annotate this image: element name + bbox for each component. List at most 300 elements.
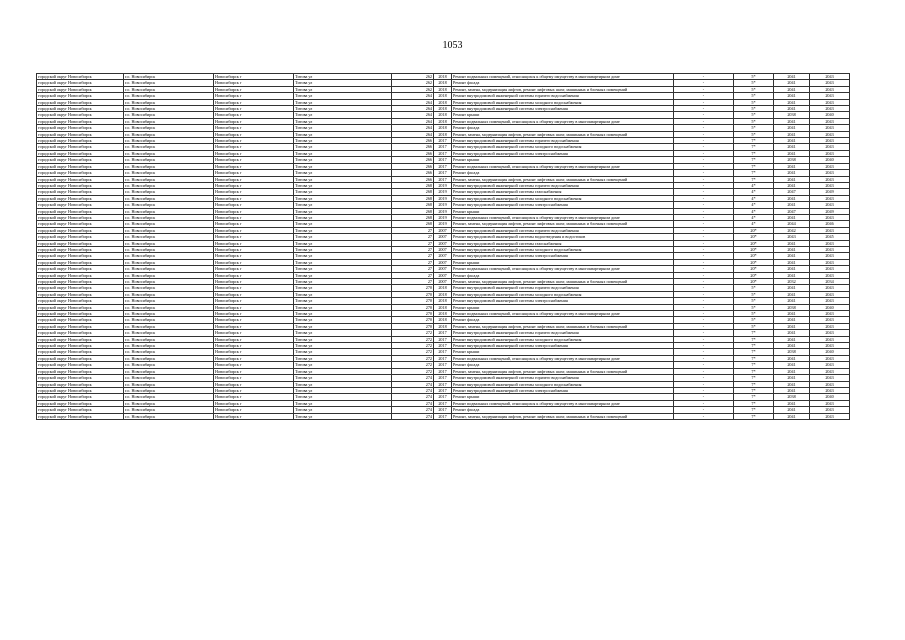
- street-cell: Титова ул: [294, 330, 392, 336]
- street-cell: Титова ул: [294, 259, 392, 265]
- end-year-cell: 2043: [810, 311, 850, 317]
- municipality-cell: г.о. Новосибирск: [124, 74, 214, 80]
- work-type-cell: Ремонт фасада: [452, 170, 674, 176]
- end-year-cell: 2043: [810, 375, 850, 381]
- start-year-cell: 2041: [774, 355, 810, 361]
- work-type-cell: Ремонт внутридомовой инженерной системы холодного водоснабжения: [452, 99, 674, 105]
- street-cell: Титова ул: [294, 202, 392, 208]
- wear-cell: 20*: [734, 266, 774, 272]
- work-type-cell: Ремонт фасада: [452, 407, 674, 413]
- settlement-cell: Новосибирск г: [214, 272, 294, 278]
- work-type-cell: Ремонт внутридомовой инженерной системы электроснабжения: [452, 298, 674, 304]
- municipality-cell: г.о. Новосибирск: [124, 304, 214, 310]
- end-year-cell: 2043: [810, 80, 850, 86]
- municipality-cell: г.о. Новосибирск: [124, 407, 214, 413]
- year-cell: 2018: [434, 317, 452, 323]
- start-year-cell: 2042: [774, 227, 810, 233]
- value-cell: -: [674, 381, 734, 387]
- year-cell: 2018: [434, 93, 452, 99]
- district-cell: городской округ Новосибирск: [37, 106, 124, 112]
- street-cell: Титова ул: [294, 362, 392, 368]
- year-cell: 2019: [434, 221, 452, 227]
- municipality-cell: г.о. Новосибирск: [124, 195, 214, 201]
- start-year-cell: 2041: [774, 362, 810, 368]
- start-year-cell: 2041: [774, 298, 810, 304]
- municipality-cell: г.о. Новосибирск: [124, 163, 214, 169]
- district-cell: городской округ Новосибирск: [37, 279, 124, 285]
- wear-cell: 7*: [734, 343, 774, 349]
- wear-cell: 4*: [734, 195, 774, 201]
- work-type-cell: Ремонт подвальных помещений, относящихся к общему имуществу в многоквартирном доме: [452, 311, 674, 317]
- street-cell: Титова ул: [294, 118, 392, 124]
- municipality-cell: г.о. Новосибирск: [124, 118, 214, 124]
- municipality-cell: г.о. Новосибирск: [124, 343, 214, 349]
- municipality-cell: г.о. Новосибирск: [124, 330, 214, 336]
- house-cell: 262: [392, 80, 434, 86]
- district-cell: городской округ Новосибирск: [37, 246, 124, 252]
- start-year-cell: 2044: [774, 221, 810, 227]
- work-type-cell: Ремонт внутридомовой инженерной системы холодного водоснабжения: [452, 246, 674, 252]
- district-cell: городской округ Новосибирск: [37, 125, 124, 131]
- work-type-cell: Ремонт внутридомовой инженерной системы горячего водоснабжения: [452, 138, 674, 144]
- district-cell: городской округ Новосибирск: [37, 375, 124, 381]
- start-year-cell: 2041: [774, 330, 810, 336]
- end-year-cell: 2040: [810, 304, 850, 310]
- work-type-cell: Ремонт, замена, модернизация лифтов, ремонт лифтовых шахт, машинных и блочных помещений: [452, 368, 674, 374]
- settlement-cell: Новосибирск г: [214, 266, 294, 272]
- year-cell: 2018: [434, 99, 452, 105]
- value-cell: -: [674, 413, 734, 419]
- end-year-cell: 2043: [810, 240, 850, 246]
- street-cell: Титова ул: [294, 106, 392, 112]
- year-cell: 2018: [434, 311, 452, 317]
- house-cell: 274: [392, 407, 434, 413]
- start-year-cell: 2041: [774, 259, 810, 265]
- house-cell: 268: [392, 208, 434, 214]
- house-cell: 266: [392, 157, 434, 163]
- value-cell: -: [674, 80, 734, 86]
- district-cell: городской округ Новосибирск: [37, 227, 124, 233]
- house-cell: 266: [392, 176, 434, 182]
- wear-cell: 5*: [734, 298, 774, 304]
- value-cell: -: [674, 227, 734, 233]
- street-cell: Титова ул: [294, 407, 392, 413]
- street-cell: Титова ул: [294, 246, 392, 252]
- value-cell: -: [674, 304, 734, 310]
- wear-cell: 4*: [734, 214, 774, 220]
- end-year-cell: 2043: [810, 176, 850, 182]
- district-cell: городской округ Новосибирск: [37, 131, 124, 137]
- district-cell: городской округ Новосибирск: [37, 394, 124, 400]
- municipality-cell: г.о. Новосибирск: [124, 362, 214, 368]
- end-year-cell: 2043: [810, 343, 850, 349]
- year-cell: 2017: [434, 394, 452, 400]
- value-cell: -: [674, 272, 734, 278]
- value-cell: -: [674, 138, 734, 144]
- municipality-cell: г.о. Новосибирск: [124, 106, 214, 112]
- end-year-cell: 2043: [810, 170, 850, 176]
- municipality-cell: г.о. Новосибирск: [124, 381, 214, 387]
- end-year-cell: 2043: [810, 144, 850, 150]
- work-type-cell: Ремонт крыши: [452, 112, 674, 118]
- end-year-cell: 2043: [810, 195, 850, 201]
- municipality-cell: г.о. Новосибирск: [124, 323, 214, 329]
- work-type-cell: Ремонт крыши: [452, 208, 674, 214]
- end-year-cell: 2043: [810, 330, 850, 336]
- settlement-cell: Новосибирск г: [214, 86, 294, 92]
- year-cell: 2017: [434, 413, 452, 419]
- year-cell: 2017: [434, 343, 452, 349]
- settlement-cell: Новосибирск г: [214, 349, 294, 355]
- district-cell: городской округ Новосибирск: [37, 157, 124, 163]
- street-cell: Титова ул: [294, 234, 392, 240]
- end-year-cell: 2049: [810, 189, 850, 195]
- house-cell: 270: [392, 291, 434, 297]
- house-cell: 268: [392, 214, 434, 220]
- wear-cell: 4*: [734, 202, 774, 208]
- work-type-cell: Ремонт внутридомовой инженерной системы горячего водоснабжения: [452, 285, 674, 291]
- work-type-cell: Ремонт внутридомовой инженерной системы электроснабжения: [452, 253, 674, 259]
- street-cell: Титова ул: [294, 189, 392, 195]
- municipality-cell: г.о. Новосибирск: [124, 208, 214, 214]
- street-cell: Титова ул: [294, 227, 392, 233]
- wear-cell: 5*: [734, 93, 774, 99]
- work-type-cell: Ремонт внутридомовой инженерной системы электроснабжения: [452, 202, 674, 208]
- work-type-cell: Ремонт фасада: [452, 80, 674, 86]
- work-type-cell: Ремонт подвальных помещений, относящихся к общему имуществу в многоквартирном доме: [452, 74, 674, 80]
- house-cell: 268: [392, 182, 434, 188]
- district-cell: городской округ Новосибирск: [37, 189, 124, 195]
- work-type-cell: Ремонт внутридомовой инженерной системы холодного водоснабжения: [452, 144, 674, 150]
- year-cell: 2017: [434, 163, 452, 169]
- value-cell: -: [674, 317, 734, 323]
- end-year-cell: 2043: [810, 259, 850, 265]
- district-cell: городской округ Новосибирск: [37, 99, 124, 105]
- value-cell: -: [674, 74, 734, 80]
- settlement-cell: Новосибирск г: [214, 170, 294, 176]
- value-cell: -: [674, 221, 734, 227]
- settlement-cell: Новосибирск г: [214, 131, 294, 137]
- street-cell: Титова ул: [294, 298, 392, 304]
- year-cell: 2018: [434, 298, 452, 304]
- work-type-cell: Ремонт крыши: [452, 349, 674, 355]
- municipality-cell: г.о. Новосибирск: [124, 266, 214, 272]
- start-year-cell: 2041: [774, 131, 810, 137]
- end-year-cell: 2043: [810, 285, 850, 291]
- wear-cell: 7*: [734, 400, 774, 406]
- wear-cell: 7*: [734, 138, 774, 144]
- district-cell: городской округ Новосибирск: [37, 144, 124, 150]
- year-cell: 2007: [434, 246, 452, 252]
- value-cell: -: [674, 387, 734, 393]
- end-year-cell: 2043: [810, 214, 850, 220]
- settlement-cell: Новосибирск г: [214, 234, 294, 240]
- district-cell: городской округ Новосибирск: [37, 74, 124, 80]
- settlement-cell: Новосибирск г: [214, 323, 294, 329]
- district-cell: городской округ Новосибирск: [37, 285, 124, 291]
- house-cell: 27: [392, 259, 434, 265]
- start-year-cell: 2041: [774, 93, 810, 99]
- house-cell: 266: [392, 163, 434, 169]
- house-cell: 268: [392, 195, 434, 201]
- work-type-cell: Ремонт внутридомовой инженерной системы холодного водоснабжения: [452, 195, 674, 201]
- settlement-cell: Новосибирск г: [214, 176, 294, 182]
- start-year-cell: 2041: [774, 163, 810, 169]
- end-year-cell: 2043: [810, 253, 850, 259]
- settlement-cell: Новосибирск г: [214, 202, 294, 208]
- start-year-cell: 2041: [774, 170, 810, 176]
- settlement-cell: Новосибирск г: [214, 214, 294, 220]
- wear-cell: 5*: [734, 131, 774, 137]
- year-cell: 2019: [434, 214, 452, 220]
- settlement-cell: Новосибирск г: [214, 106, 294, 112]
- work-type-cell: Ремонт внутридомовой инженерной системы холодного водоснабжения: [452, 291, 674, 297]
- year-cell: 2019: [434, 202, 452, 208]
- work-type-cell: Ремонт крыши: [452, 259, 674, 265]
- end-year-cell: 2043: [810, 138, 850, 144]
- start-year-cell: 2041: [774, 407, 810, 413]
- house-cell: 266: [392, 144, 434, 150]
- work-type-cell: Ремонт крыши: [452, 157, 674, 163]
- work-type-cell: Ремонт подвальных помещений, относящихся к общему имуществу в многоквартирном доме: [452, 118, 674, 124]
- house-cell: 268: [392, 221, 434, 227]
- house-cell: 27: [392, 246, 434, 252]
- work-type-cell: Ремонт крыши: [452, 304, 674, 310]
- settlement-cell: Новосибирск г: [214, 163, 294, 169]
- house-cell: 272: [392, 343, 434, 349]
- value-cell: -: [674, 330, 734, 336]
- settlement-cell: Новосибирск г: [214, 387, 294, 393]
- street-cell: Титова ул: [294, 368, 392, 374]
- end-year-cell: 2043: [810, 227, 850, 233]
- start-year-cell: 2038: [774, 394, 810, 400]
- start-year-cell: 2038: [774, 304, 810, 310]
- year-cell: 2007: [434, 272, 452, 278]
- district-cell: городской округ Новосибирск: [37, 253, 124, 259]
- district-cell: городской округ Новосибирск: [37, 138, 124, 144]
- start-year-cell: 2041: [774, 80, 810, 86]
- work-type-cell: Ремонт внутридомовой инженерной системы горячего водоснабжения: [452, 227, 674, 233]
- value-cell: -: [674, 144, 734, 150]
- year-cell: 2017: [434, 176, 452, 182]
- municipality-cell: г.о. Новосибирск: [124, 394, 214, 400]
- value-cell: -: [674, 279, 734, 285]
- end-year-cell: 2043: [810, 106, 850, 112]
- settlement-cell: Новосибирск г: [214, 311, 294, 317]
- year-cell: 2017: [434, 387, 452, 393]
- value-cell: -: [674, 93, 734, 99]
- wear-cell: 5*: [734, 74, 774, 80]
- work-type-cell: Ремонт, замена, модернизация лифтов, ремонт лифтовых шахт, машинных и блочных помещений: [452, 176, 674, 182]
- end-year-cell: 2040: [810, 394, 850, 400]
- house-cell: 264: [392, 125, 434, 131]
- value-cell: -: [674, 311, 734, 317]
- wear-cell: 4*: [734, 208, 774, 214]
- wear-cell: 7*: [734, 375, 774, 381]
- year-cell: 2007: [434, 240, 452, 246]
- value-cell: -: [674, 208, 734, 214]
- value-cell: -: [674, 234, 734, 240]
- value-cell: -: [674, 86, 734, 92]
- municipality-cell: г.о. Новосибирск: [124, 112, 214, 118]
- street-cell: Титова ул: [294, 150, 392, 156]
- street-cell: Титова ул: [294, 93, 392, 99]
- value-cell: -: [674, 163, 734, 169]
- end-year-cell: 2043: [810, 125, 850, 131]
- district-cell: городской округ Новосибирск: [37, 240, 124, 246]
- work-type-cell: Ремонт внутридомовой инженерной системы горячего водоснабжения: [452, 182, 674, 188]
- municipality-cell: г.о. Новосибирск: [124, 234, 214, 240]
- wear-cell: 20*: [734, 240, 774, 246]
- street-cell: Титова ул: [294, 336, 392, 342]
- value-cell: -: [674, 368, 734, 374]
- settlement-cell: Новосибирск г: [214, 381, 294, 387]
- street-cell: Титова ул: [294, 253, 392, 259]
- end-year-cell: 2043: [810, 355, 850, 361]
- wear-cell: 20*: [734, 234, 774, 240]
- end-year-cell: 2043: [810, 93, 850, 99]
- value-cell: -: [674, 291, 734, 297]
- wear-cell: 7*: [734, 355, 774, 361]
- start-year-cell: 2041: [774, 400, 810, 406]
- year-cell: 2018: [434, 80, 452, 86]
- street-cell: Титова ул: [294, 323, 392, 329]
- district-cell: городской округ Новосибирск: [37, 343, 124, 349]
- street-cell: Титова ул: [294, 394, 392, 400]
- district-cell: городской округ Новосибирск: [37, 259, 124, 265]
- start-year-cell: 2041: [774, 291, 810, 297]
- start-year-cell: 2047: [774, 189, 810, 195]
- settlement-cell: Новосибирск г: [214, 208, 294, 214]
- district-cell: городской округ Новосибирск: [37, 208, 124, 214]
- house-cell: 266: [392, 150, 434, 156]
- district-cell: городской округ Новосибирск: [37, 112, 124, 118]
- wear-cell: 5*: [734, 285, 774, 291]
- start-year-cell: 2041: [774, 387, 810, 393]
- year-cell: 2007: [434, 279, 452, 285]
- year-cell: 2017: [434, 330, 452, 336]
- district-cell: городской округ Новосибирск: [37, 330, 124, 336]
- municipality-cell: г.о. Новосибирск: [124, 214, 214, 220]
- house-cell: 262: [392, 86, 434, 92]
- end-year-cell: 2043: [810, 387, 850, 393]
- street-cell: Титова ул: [294, 387, 392, 393]
- work-type-cell: Ремонт внутридомовой инженерной системы водоотведения и водостоков: [452, 234, 674, 240]
- work-type-cell: Ремонт внутридомовой инженерной системы газоснабжения: [452, 189, 674, 195]
- settlement-cell: Новосибирск г: [214, 355, 294, 361]
- street-cell: Титова ул: [294, 157, 392, 163]
- street-cell: Титова ул: [294, 349, 392, 355]
- value-cell: -: [674, 176, 734, 182]
- wear-cell: 7*: [734, 336, 774, 342]
- year-cell: 2018: [434, 112, 452, 118]
- street-cell: Титова ул: [294, 221, 392, 227]
- municipality-cell: г.о. Новосибирск: [124, 99, 214, 105]
- district-cell: городской округ Новосибирск: [37, 195, 124, 201]
- start-year-cell: 2041: [774, 106, 810, 112]
- year-cell: 2018: [434, 74, 452, 80]
- year-cell: 2017: [434, 144, 452, 150]
- district-cell: городской округ Новосибирск: [37, 150, 124, 156]
- wear-cell: 7*: [734, 387, 774, 393]
- value-cell: -: [674, 150, 734, 156]
- settlement-cell: Новосибирск г: [214, 157, 294, 163]
- settlement-cell: Новосибирск г: [214, 336, 294, 342]
- value-cell: -: [674, 195, 734, 201]
- house-cell: 268: [392, 202, 434, 208]
- end-year-cell: 2043: [810, 407, 850, 413]
- settlement-cell: Новосибирск г: [214, 407, 294, 413]
- house-cell: 272: [392, 362, 434, 368]
- wear-cell: 7*: [734, 381, 774, 387]
- start-year-cell: 2041: [774, 125, 810, 131]
- wear-cell: 5*: [734, 323, 774, 329]
- municipality-cell: г.о. Новосибирск: [124, 138, 214, 144]
- end-year-cell: 2043: [810, 291, 850, 297]
- work-type-cell: Ремонт фасада: [452, 125, 674, 131]
- start-year-cell: 2032: [774, 279, 810, 285]
- work-type-cell: Ремонт фасада: [452, 272, 674, 278]
- street-cell: Титова ул: [294, 170, 392, 176]
- settlement-cell: Новосибирск г: [214, 298, 294, 304]
- start-year-cell: 2041: [774, 150, 810, 156]
- year-cell: 2019: [434, 208, 452, 214]
- district-cell: городской округ Новосибирск: [37, 214, 124, 220]
- start-year-cell: 2041: [774, 311, 810, 317]
- value-cell: -: [674, 182, 734, 188]
- house-cell: 274: [392, 387, 434, 393]
- settlement-cell: Новосибирск г: [214, 279, 294, 285]
- table-row: [37, 413, 850, 419]
- end-year-cell: 2043: [810, 182, 850, 188]
- district-cell: городской округ Новосибирск: [37, 163, 124, 169]
- street-cell: Титова ул: [294, 413, 392, 419]
- work-type-cell: Ремонт внутридомовой инженерной системы горячего водоснабжения: [452, 375, 674, 381]
- municipality-cell: г.о. Новосибирск: [124, 144, 214, 150]
- settlement-cell: Новосибирск г: [214, 375, 294, 381]
- settlement-cell: Новосибирск г: [214, 112, 294, 118]
- house-cell: 270: [392, 323, 434, 329]
- wear-cell: 7*: [734, 407, 774, 413]
- settlement-cell: Новосибирск г: [214, 189, 294, 195]
- value-cell: -: [674, 343, 734, 349]
- municipality-cell: г.о. Новосибирск: [124, 298, 214, 304]
- value-cell: -: [674, 189, 734, 195]
- value-cell: -: [674, 112, 734, 118]
- start-year-cell: 2038: [774, 112, 810, 118]
- end-year-cell: 2040: [810, 112, 850, 118]
- value-cell: -: [674, 336, 734, 342]
- street-cell: Титова ул: [294, 80, 392, 86]
- house-cell: 268: [392, 189, 434, 195]
- house-cell: 27: [392, 272, 434, 278]
- year-cell: 2018: [434, 285, 452, 291]
- municipality-cell: г.о. Новосибирск: [124, 227, 214, 233]
- house-cell: 270: [392, 285, 434, 291]
- value-cell: -: [674, 285, 734, 291]
- house-cell: 274: [392, 413, 434, 419]
- work-type-cell: Ремонт, замена, модернизация лифтов, ремонт лифтовых шахт, машинных и блочных помещений: [452, 221, 674, 227]
- year-cell: 2017: [434, 400, 452, 406]
- wear-cell: 5*: [734, 304, 774, 310]
- work-type-cell: Ремонт фасада: [452, 362, 674, 368]
- end-year-cell: 2040: [810, 157, 850, 163]
- value-cell: -: [674, 214, 734, 220]
- street-cell: Титова ул: [294, 112, 392, 118]
- end-year-cell: 2043: [810, 202, 850, 208]
- year-cell: 2018: [434, 323, 452, 329]
- work-type-cell: Ремонт крыши: [452, 394, 674, 400]
